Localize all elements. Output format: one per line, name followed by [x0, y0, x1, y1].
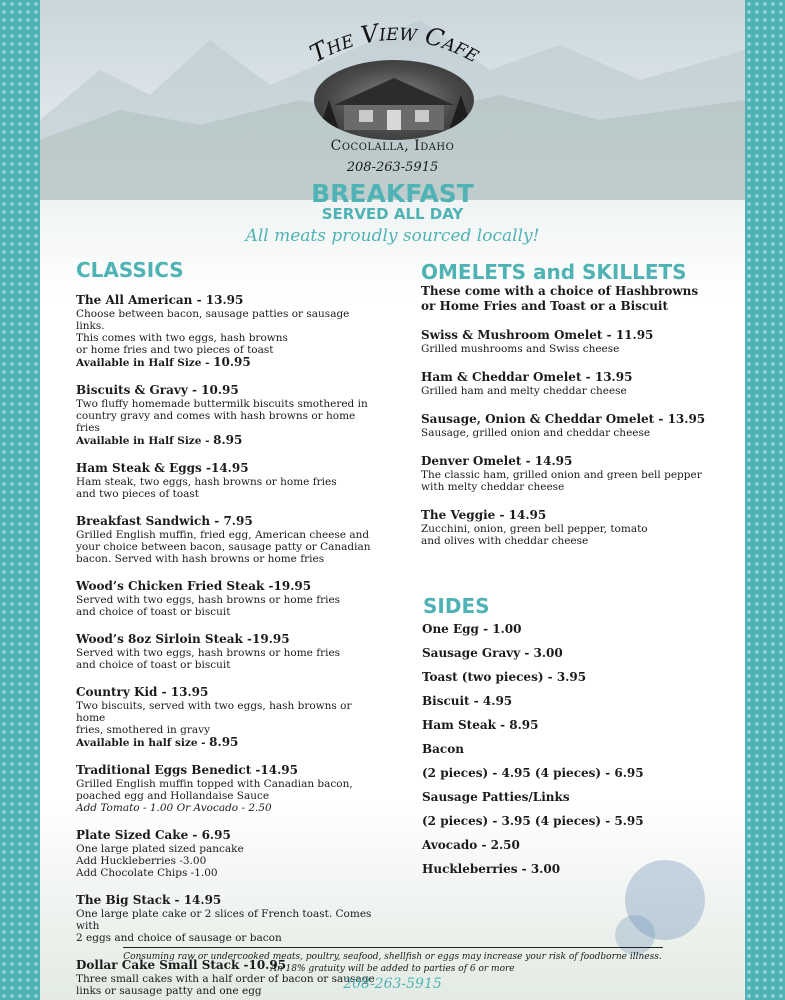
item-description: Zucchini, onion, green bell pepper, tomato	[421, 523, 648, 535]
breakfast-tagline: All meats proudly sourced locally!	[245, 226, 540, 246]
item-name: Ham & Cheddar Omelet	[421, 370, 582, 384]
item-description: Grilled mushrooms and Swiss cheese	[421, 343, 620, 355]
menu-item	[76, 828, 376, 879]
item-addon-note: Add Tomato - 1.00 Or Avocado - 2.50	[76, 802, 272, 814]
half-size-label: Available in Half Size -	[76, 435, 214, 447]
item-price: 13.95	[205, 293, 244, 307]
item-description: Three small cakes with a half order of bacon or sausage	[76, 973, 375, 985]
item-price: 13.95	[170, 685, 209, 699]
item-heading	[76, 461, 376, 476]
item-separator: -	[654, 412, 668, 426]
sides-title: SIDES	[423, 594, 490, 618]
menu-item	[421, 328, 721, 355]
item-price: 19.95	[273, 579, 312, 593]
item-description: and choice of toast or biscuit	[76, 606, 231, 618]
item-description: Grilled English muffin topped with Canadian bacon,	[76, 778, 353, 790]
side-item: Biscuit - 4.95	[422, 694, 513, 708]
item-price: 13.95	[594, 370, 633, 384]
half-size-label: Available in Half Size -	[76, 357, 214, 369]
item-heading	[76, 632, 376, 647]
item-description: and choice of toast or biscuit	[76, 659, 231, 671]
item-separator: -	[602, 328, 616, 342]
item-description: Choose between bacon, sausage patties or sausage links.	[76, 308, 350, 332]
item-half-size	[76, 736, 376, 749]
side-item: (2 pieces) - 3.95 (4 pieces) - 5.95	[422, 814, 644, 828]
omelets-intro-line: These come with a choice of Hashbrowns	[421, 284, 699, 298]
item-heading	[76, 579, 376, 594]
classics-list	[76, 293, 376, 997]
footer-gratuity: An 18% gratuity will be added to parties of 6 or more	[270, 964, 515, 974]
item-description: Served with two eggs, hash browns or home fries	[76, 594, 341, 606]
item-description: fries, smothered in gravy	[76, 724, 211, 736]
item-name: Wood’s 8oz Sirloin Steak	[76, 632, 243, 646]
item-price: 13.95	[667, 412, 706, 426]
cabin-icon	[314, 60, 474, 140]
menu-item	[76, 579, 376, 618]
side-item: One Egg - 1.00	[422, 622, 522, 636]
menu-item	[76, 293, 376, 369]
item-name: Biscuits & Gravy	[76, 383, 188, 397]
footer-divider	[123, 947, 663, 948]
half-size-price: 10.95	[213, 355, 251, 369]
item-description: The classic ham, grilled onion and green bell pepper	[421, 469, 702, 481]
item-price: 19.95	[252, 632, 290, 646]
breakfast-title: BREAKFAST	[311, 179, 474, 208]
item-description: and two pieces of toast	[76, 488, 200, 500]
item-heading	[421, 370, 721, 385]
menu-item	[421, 454, 721, 493]
item-description: Add Chocolate Chips -1.00	[76, 867, 218, 879]
item-separator: -	[201, 461, 211, 475]
menu-item	[421, 370, 721, 397]
item-heading	[421, 412, 721, 427]
item-separator: -	[251, 763, 261, 777]
item-separator: -	[170, 893, 184, 907]
item-separator: -	[210, 514, 224, 528]
item-description: Two biscuits, served with two eggs, hash browns or home	[76, 700, 352, 724]
cafe-location: Cocolalla, Idaho	[330, 138, 455, 154]
item-description: or home fries and two pieces of toast	[76, 344, 274, 356]
side-item: Ham Steak - 8.95	[422, 718, 539, 732]
item-heading	[76, 383, 376, 398]
item-price: 6.95	[201, 828, 231, 842]
item-description: One large plated sized pancake	[76, 843, 244, 855]
item-name: Ham Steak & Eggs	[76, 461, 202, 475]
item-description: One large plate cake or 2 slices of French toast. Comes with	[76, 908, 372, 932]
item-price: 14.95	[260, 763, 298, 777]
breakfast-subtitle: SERVED ALL DAY	[321, 205, 464, 223]
side-item: Toast (two pieces) - 3.95	[422, 670, 587, 684]
half-size-price: 8.95	[209, 735, 239, 749]
item-separator: -	[521, 454, 535, 468]
item-price: 11.95	[615, 328, 654, 342]
menu-item	[76, 461, 376, 500]
item-name: The Big Stack	[76, 893, 171, 907]
side-item: Bacon	[422, 742, 464, 756]
item-name: The All American	[76, 293, 193, 307]
item-name: The Veggie	[421, 508, 496, 522]
item-description: links or sausage patty and one egg	[76, 985, 262, 997]
item-separator: -	[242, 632, 253, 646]
item-separator: -	[192, 293, 206, 307]
item-description: Grilled English muffin, fried egg, American cheese and	[76, 529, 370, 541]
item-heading	[76, 828, 376, 843]
menu-item	[421, 508, 721, 547]
item-heading	[421, 508, 721, 523]
item-name: Denver Omelet	[421, 454, 522, 468]
item-half-size	[76, 434, 376, 447]
item-separator: -	[239, 958, 249, 972]
menu-item	[421, 412, 721, 439]
side-item: Huckleberries - 3.00	[422, 862, 561, 876]
item-description: This comes with two eggs, hash browns	[76, 332, 288, 344]
item-price: 10.95	[248, 958, 287, 972]
item-description: Add Huckleberries -3.00	[76, 855, 207, 867]
item-price: 14.95	[210, 461, 249, 475]
item-half-size	[76, 356, 376, 369]
item-heading	[76, 293, 376, 308]
item-heading	[76, 685, 376, 700]
item-price: 10.95	[201, 383, 239, 397]
omelets-intro-line: or Home Fries and Toast or a Biscuit	[421, 299, 669, 313]
item-name: Breakfast Sandwich	[76, 514, 211, 528]
menu-item	[76, 685, 376, 749]
item-description: Ham steak, two eggs, hash browns or home fries	[76, 476, 337, 488]
sides-list	[422, 622, 722, 886]
side-item: Avocado - 2.50	[422, 838, 520, 852]
item-description: with melty cheddar cheese	[421, 481, 565, 493]
half-size-price: 8.95	[213, 433, 243, 447]
item-price: 7.95	[223, 514, 253, 528]
classics-title: CLASSICS	[76, 258, 184, 282]
item-name: Wood’s Chicken Fried Steak	[76, 579, 265, 593]
item-heading	[76, 763, 376, 778]
item-separator: -	[157, 685, 171, 699]
item-name: Dollar Cake Small Stack	[76, 958, 240, 972]
item-separator: -	[495, 508, 509, 522]
item-description: Grilled ham and melty cheddar cheese	[421, 385, 627, 397]
item-separator: -	[187, 383, 202, 397]
item-name: Sausage, Onion & Cheddar Omelet	[421, 412, 655, 426]
cabin-photo	[314, 60, 474, 140]
item-price: 14.95	[508, 508, 547, 522]
item-heading	[421, 454, 721, 469]
item-name: Plate Sized Cake	[76, 828, 189, 842]
menu-item	[76, 893, 376, 944]
item-description: Two fluffy homemade buttermilk biscuits smothered in	[76, 398, 368, 410]
side-item: (2 pieces) - 4.95 (4 pieces) - 6.95	[422, 766, 644, 780]
item-separator: -	[264, 579, 274, 593]
item-price: 14.95	[534, 454, 573, 468]
item-name: Country Kid	[76, 685, 158, 699]
omelets-list	[421, 328, 721, 547]
menu-item	[76, 763, 376, 814]
omelets-intro	[421, 284, 721, 314]
item-heading	[76, 893, 376, 908]
logo-text: The View Cafe	[305, 17, 485, 69]
item-description: your choice between bacon, sausage patty or Canadian	[76, 541, 371, 553]
footer-warning: Consuming raw or undercooked meats, poultry, seafood, shellfish or eggs may increase your risk of foodborne illness.	[123, 952, 662, 962]
item-heading	[421, 328, 721, 343]
item-description: country gravy and comes with hash browns or home fries	[76, 410, 356, 434]
omelets-title: OMELETS and SKILLETS	[421, 260, 687, 284]
item-price: 14.95	[183, 893, 222, 907]
menu-item	[76, 514, 376, 565]
item-description: Sausage, grilled onion and cheddar cheese	[421, 427, 651, 439]
menu-item	[76, 632, 376, 671]
item-description: and olives with cheddar cheese	[421, 535, 589, 547]
item-separator: -	[188, 828, 202, 842]
item-name: Traditional Eggs Benedict	[76, 763, 252, 777]
header-phone: 208-263-5915	[346, 160, 439, 175]
side-item: Sausage Patties/Links	[422, 790, 570, 804]
item-description: bacon. Served with hash browns or home fries	[76, 553, 325, 565]
item-description: Served with two eggs, hash browns or home fries	[76, 647, 341, 659]
item-name: Swiss & Mushroom Omelet	[421, 328, 603, 342]
half-size-label: Available in half size -	[76, 737, 210, 749]
item-heading	[76, 514, 376, 529]
item-description: 2 eggs and choice of sausage or bacon	[76, 932, 282, 944]
side-item: Sausage Gravy - 3.00	[422, 646, 563, 660]
item-separator: -	[581, 370, 595, 384]
footer-phone: 208-263-5915	[343, 976, 442, 992]
menu-item	[76, 383, 376, 447]
item-description: poached egg and Hollandaise Sauce	[76, 790, 270, 802]
